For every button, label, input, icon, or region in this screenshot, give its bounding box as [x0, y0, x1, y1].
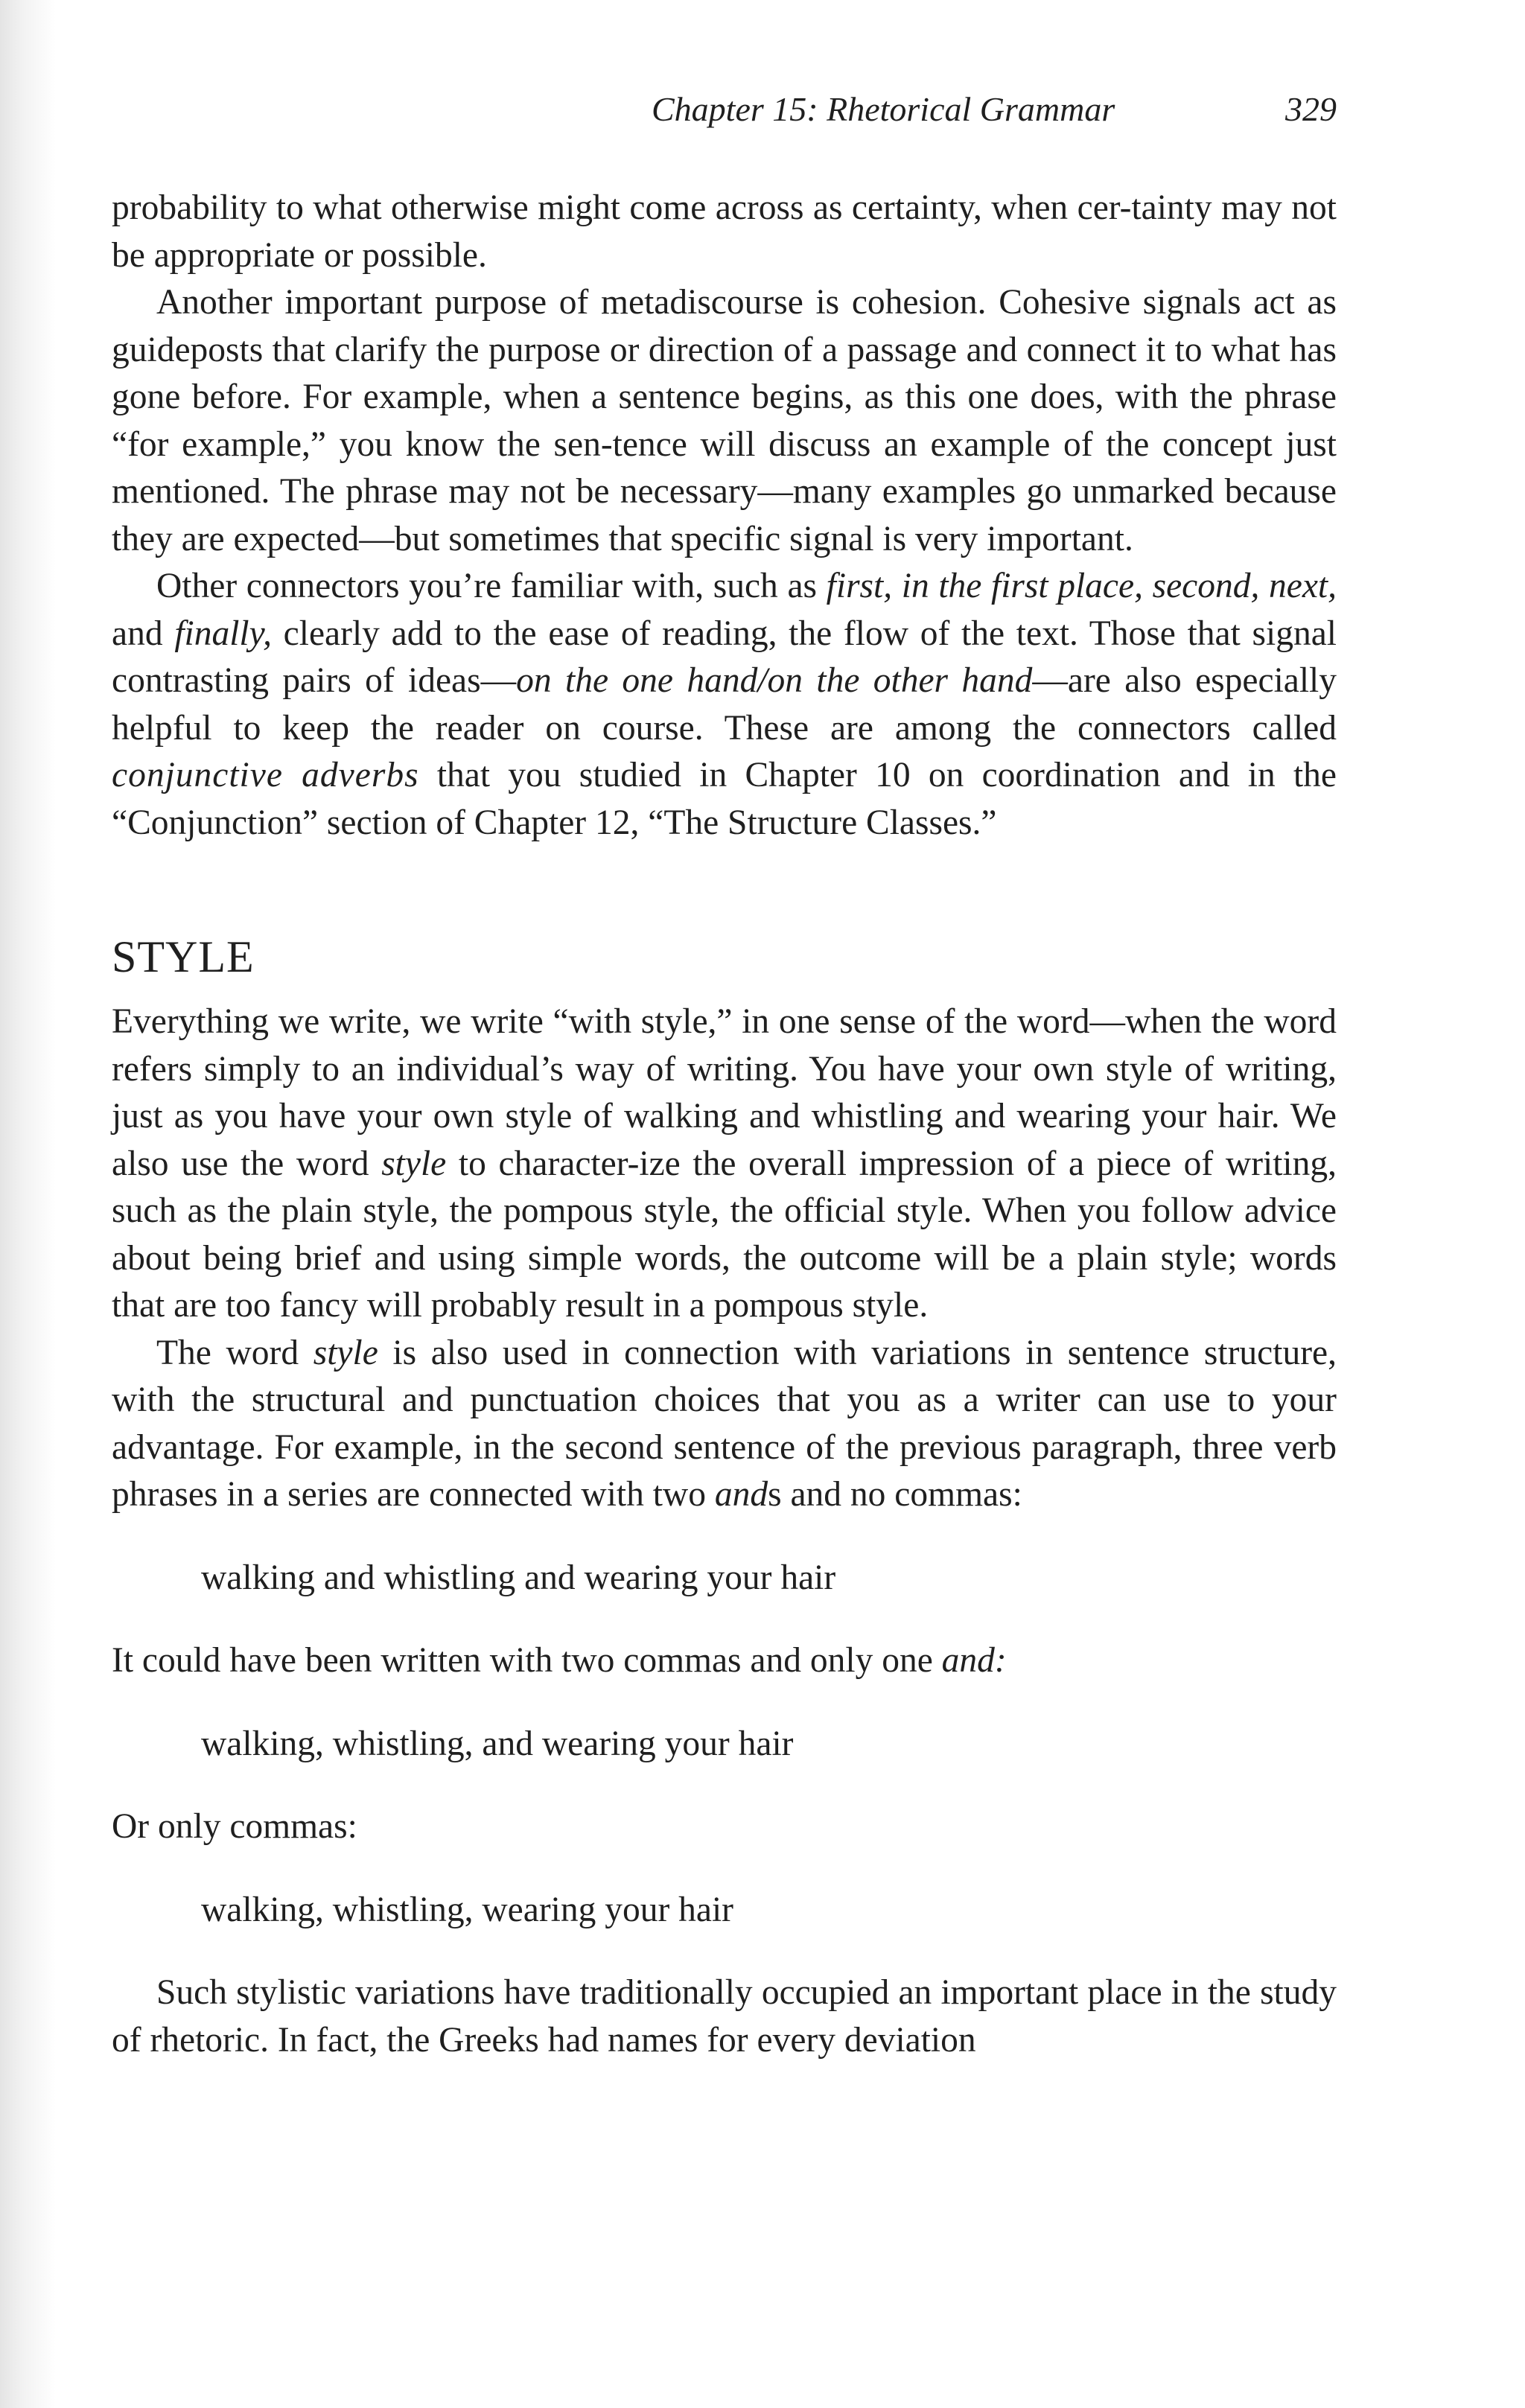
text-span: and: [112, 614, 175, 653]
page-number: 329: [1285, 90, 1337, 128]
text-span: is also used in connection with variations in sentence structure, with the structural and punctuation choices that you as a writer can use to your advantage. For example, in the second sentence of the previous paragraph, three verb phrases in a series are connected with two: [112, 1333, 1337, 1514]
text-span: Other connectors you’re familiar with, such as: [156, 567, 827, 605]
italic-term: style: [313, 1333, 378, 1372]
paragraph-cohesion: Another important purpose of metadiscourse is cohesion. Cohesive signals act as guideposts that clarify the purpose or direction of a passage and connect it to what has gone before. For example, when a sentence begins, as this one does, with the phrase “for example,” you know the sen-tence will discuss an example of the concept just mentioned. The phrase may not be necessary—many examples go unmarked because they are expected—but sometimes that specific signal is very important.: [112, 283, 1337, 558]
italic-term: conjunctive adverbs: [112, 756, 419, 794]
italic-term: and:: [941, 1641, 1007, 1680]
paragraph-style-intro: [112, 998, 1337, 1330]
spacer: [112, 987, 1337, 998]
spacer: [112, 1602, 1337, 1637]
paragraph-style-variations: [112, 1330, 1337, 1519]
text-span: The word: [156, 1333, 313, 1372]
spacer: [112, 1934, 1337, 1969]
text-span: to character-ize the overall impression of a piece of writing, such as the plain style, the pompous style, the official style. When you follow advice about being brief and using simple words, the outcome will be a plain style; words that are too fancy will probably result in a pompous style.: [112, 1144, 1337, 1325]
text-span: Everything we write, we write “with style,” in one sense of the word—when the word refers simply to an individual’s way of writing. You have your own style of writing, just as you have your own style of walking and whistling and wearing your hair. We also use the word: [112, 1002, 1337, 1183]
example-phrase-1: walking and whistling and wearing your hair: [201, 1558, 836, 1597]
italic-term: finally,: [174, 614, 272, 653]
spacer: [112, 1519, 1337, 1555]
spacer: [112, 1851, 1337, 1887]
italic-term: style: [381, 1144, 447, 1183]
italic-term: on the one hand/on the other hand: [516, 661, 1033, 700]
italic-term: first, in the first place, second, next,: [826, 567, 1337, 605]
paragraph-rhetoric: Such stylistic variations have traditionally occupied an important place in the study of rhetoric. In fact, the Greeks had names for every deviation: [112, 1973, 1337, 2060]
spacer: [112, 1768, 1337, 1803]
running-head: [652, 89, 1337, 141]
text-span: that you studied in Chapter 10 on coordination and in the “Conjunction” section of Chapter 12, “The Structure Classes.”: [112, 756, 1337, 842]
spacer: [112, 1685, 1337, 1721]
spacer: [112, 847, 1337, 927]
paragraph-two-commas: [112, 1637, 1337, 1685]
example-phrase-2: walking, whistling, and wearing your hair: [201, 1724, 794, 1763]
text-span: s and no commas:: [768, 1475, 1022, 1514]
paragraph-continued: probability to what otherwise might come across as certainty, when cer-tainty may not be appropriate or possible.: [112, 188, 1337, 275]
section-heading: STYLE: [112, 932, 255, 981]
chapter-title: Chapter 15: Rhetorical Grammar: [652, 90, 1115, 128]
body-text: [112, 185, 1337, 2064]
italic-term: and: [714, 1475, 768, 1514]
paragraph-only-commas: Or only commas:: [112, 1807, 357, 1846]
paragraph-connectors: [112, 563, 1337, 847]
text-span: clearly add to the ease of reading, the flow of the text. Those that signal contrasting pairs of ideas—: [112, 614, 1337, 700]
example-phrase-3: walking, whistling, wearing your hair: [201, 1890, 734, 1929]
text-span: —are also especially helpful to keep the reader on course. These are among the connectors called: [112, 661, 1337, 748]
text-span: It could have been written with two commas and only one: [112, 1641, 942, 1680]
